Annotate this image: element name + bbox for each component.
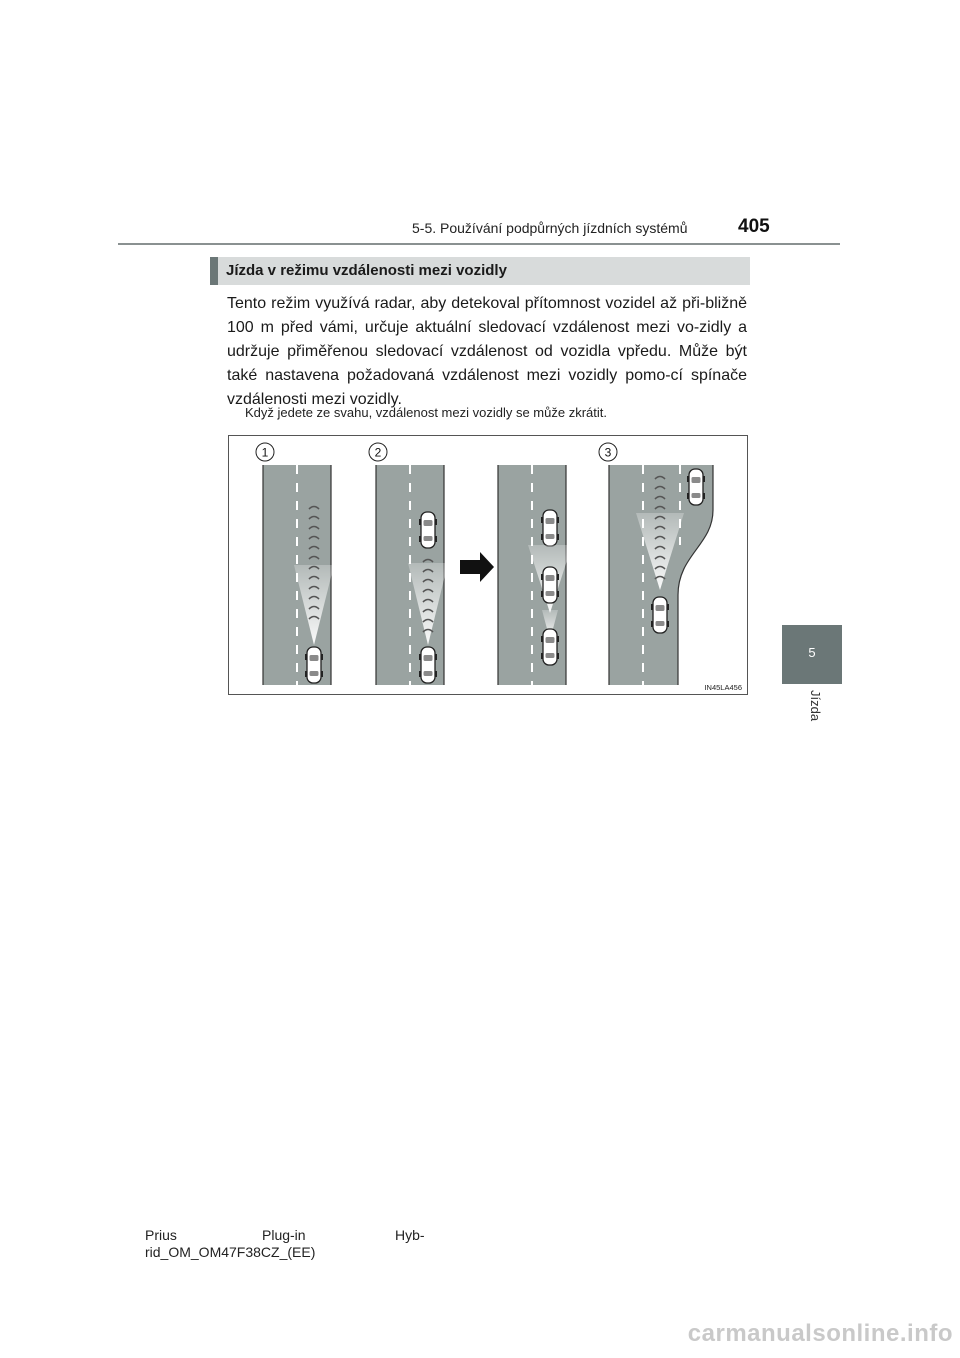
chapter-number: 5 [808, 645, 816, 660]
svg-text:2: 2 [374, 445, 382, 460]
illustration [228, 435, 748, 695]
road-panel-2 [376, 465, 448, 685]
footer-word-2: Plug-in [262, 1227, 306, 1243]
figure-code: IN45LA456 [704, 683, 742, 692]
watermark: carmanualsonline.info [687, 1320, 953, 1347]
svg-text:3: 3 [604, 445, 612, 460]
svg-text:1: 1 [261, 445, 269, 460]
chapter-label: Jízda [808, 690, 823, 722]
callout-3 [599, 443, 617, 461]
header-rule [118, 243, 840, 245]
callout-2 [369, 443, 387, 461]
footer-word-3: Hyb- [395, 1227, 425, 1243]
road-panel-1 [263, 465, 334, 685]
section-heading: Jízda v režimu vzdálenosti mezi vozidly [226, 262, 507, 279]
footer-doc-id: rid_OM_OM47F38CZ_(EE) [145, 1244, 316, 1260]
header-section-title: 5-5. Používání podpůrných jízdních systémů [412, 220, 688, 236]
callout-1 [256, 443, 274, 461]
body-paragraph: Tento režim využívá radar, aby detekoval přítomnost vozidel až při-bližně 100 m před vámi, určuje aktuální sledovací vzdálenost mezi vo-zidly a udržuje přiměřenou sledovací vzdálenost od vozidla vpředu. Může být také nastavena požadovaná vzdálenost mezi vozidly pomo-cí spínače vzdálenosti mezi vozidly. [227, 295, 747, 408]
section-heading-marker [210, 257, 218, 285]
page-number: 405 [738, 216, 770, 237]
road-panel-3a [498, 465, 572, 685]
note-text: Když jedete ze svahu, vzdálenost mezi vozidly se může zkrátit. [245, 405, 607, 420]
footer-word-1: Prius [145, 1227, 177, 1243]
